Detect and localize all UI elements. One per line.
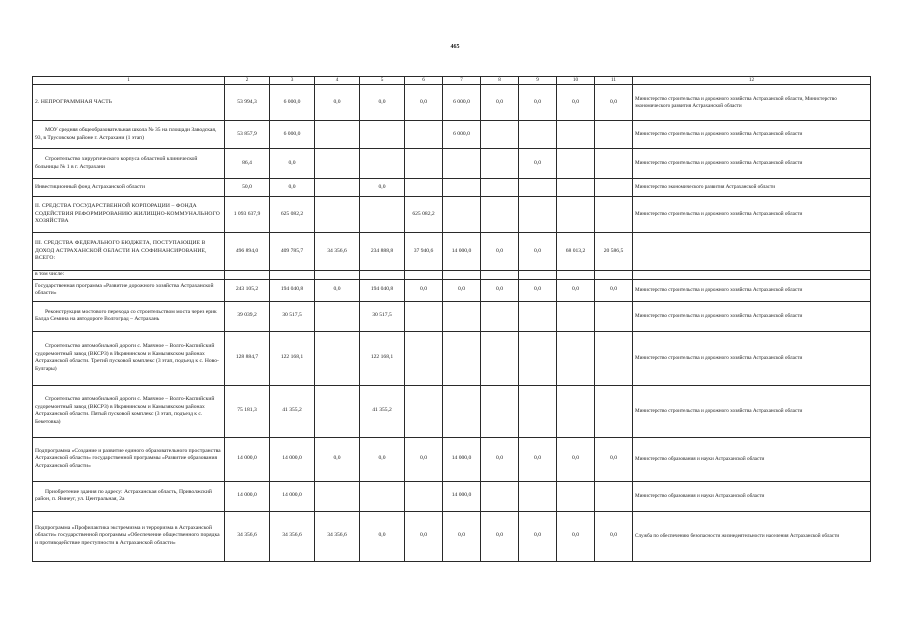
value-cell	[270, 271, 315, 280]
value-cell: 0,0	[315, 279, 360, 301]
value-cell	[481, 301, 519, 331]
value-cell: 0,0	[519, 511, 557, 561]
value-cell	[557, 271, 595, 280]
value-cell	[360, 271, 405, 280]
value-cell	[405, 121, 443, 149]
value-cell: 6 000,0	[270, 121, 315, 149]
table-row	[33, 437, 871, 481]
value-cell: 14 000,0	[225, 437, 270, 481]
value-cell: 75 181,3	[225, 385, 270, 437]
value-cell	[315, 481, 360, 511]
value-cell	[481, 149, 519, 179]
responsible-org-cell: Министерство строительства и дорожного хозяйства Астраханской области	[633, 301, 871, 331]
value-cell	[557, 179, 595, 197]
value-cell: 34 356,6	[270, 511, 315, 561]
value-cell	[443, 385, 481, 437]
value-cell	[443, 197, 481, 233]
value-cell	[595, 149, 633, 179]
value-cell: 625 082,2	[270, 197, 315, 233]
value-cell: 30 517,5	[270, 301, 315, 331]
responsible-org-cell: Служба по обеспечению безопасности жизнедеятельности населения Астраханской области	[633, 511, 871, 561]
column-header: 11	[595, 77, 633, 85]
value-cell	[557, 385, 595, 437]
row-name-cell: Подпрограмма «Создание и развитие единого образовательного пространства Астраханской области» государственной программы «Развитие образования Астраханской области»	[33, 437, 225, 481]
value-cell: 6 000,0	[443, 85, 481, 121]
value-cell: 0,0	[405, 279, 443, 301]
value-cell	[481, 179, 519, 197]
value-cell	[481, 385, 519, 437]
value-cell	[481, 121, 519, 149]
value-cell: 34 356,6	[225, 511, 270, 561]
table-row	[33, 481, 871, 511]
value-cell: 0,0	[481, 233, 519, 271]
value-cell	[405, 271, 443, 280]
column-header: 5	[360, 77, 405, 85]
row-name-cell: Государственная программа «Развитие дорожного хозяйства Астраханской области»	[33, 279, 225, 301]
responsible-org-cell: Министерство строительства и дорожного хозяйства Астраханской области	[633, 121, 871, 149]
value-cell	[557, 301, 595, 331]
value-cell	[595, 481, 633, 511]
value-cell: 14 000,0	[270, 437, 315, 481]
value-cell: 0,0	[519, 85, 557, 121]
table-row	[33, 121, 871, 149]
value-cell	[595, 179, 633, 197]
value-cell: 0,0	[443, 279, 481, 301]
value-cell: 0,0	[557, 437, 595, 481]
value-cell: 14 000,0	[225, 481, 270, 511]
value-cell	[405, 149, 443, 179]
value-cell: 53 994,3	[225, 85, 270, 121]
value-cell: 37 940,6	[405, 233, 443, 271]
value-cell: 0,0	[481, 85, 519, 121]
budget-table	[32, 76, 871, 562]
value-cell: 0,0	[360, 511, 405, 561]
value-cell: 128 884,7	[225, 331, 270, 385]
value-cell	[519, 385, 557, 437]
value-cell	[481, 271, 519, 280]
column-header: 8	[481, 77, 519, 85]
responsible-org-cell: Министерство строительства и дорожного хозяйства Астраханской области	[633, 197, 871, 233]
row-name-cell: Строительство автомобильной дороги с. Маячное – Волго-Каспийский судоремонтный завод (ВКСРЗ) в Икрянинском и Камызякском районах Астраханской области. Пятый пусковой комплекс (3 этап, подъезд к с. Бекетовка)	[33, 385, 225, 437]
value-cell	[405, 385, 443, 437]
value-cell: 194 040,8	[360, 279, 405, 301]
row-name-cell: в том числе:	[33, 271, 225, 280]
value-cell: 14 000,0	[270, 481, 315, 511]
table-row	[33, 197, 871, 233]
value-cell: 41 355,2	[360, 385, 405, 437]
value-cell: 0,0	[360, 437, 405, 481]
value-cell	[443, 149, 481, 179]
value-cell	[557, 481, 595, 511]
value-cell: 0,0	[481, 279, 519, 301]
value-cell: 122 168,1	[360, 331, 405, 385]
value-cell: 0,0	[315, 85, 360, 121]
value-cell	[595, 301, 633, 331]
value-cell: 496 894,0	[225, 233, 270, 271]
value-cell	[519, 121, 557, 149]
value-cell	[405, 331, 443, 385]
row-name-cell: Строительство автомобильной дороги с. Маячное – Волго-Каспийский судоремонтный завод (ВКСРЗ) в Икрянинском и Камызякском районах Астраханской области. Третий пусковой комплекс (3 этап, подъезд к с. Ново-Булгары)	[33, 331, 225, 385]
header-row	[33, 77, 871, 85]
value-cell: 50,0	[225, 179, 270, 197]
value-cell: 0,0	[405, 511, 443, 561]
value-cell	[315, 331, 360, 385]
value-cell	[443, 179, 481, 197]
value-cell	[360, 149, 405, 179]
value-cell: 34 356,6	[315, 233, 360, 271]
row-name-cell: МОУ средняя общеобразовательная школа № 35 на площади Заводская, 93, в Трусовском районе г. Астрахани (1 этап)	[33, 121, 225, 149]
table-row	[33, 331, 871, 385]
value-cell	[405, 301, 443, 331]
responsible-org-cell: Министерство строительства и дорожного хозяйства Астраханской области, Министерство экономического развития Астраханской области	[633, 85, 871, 121]
value-cell	[360, 197, 405, 233]
value-cell	[557, 331, 595, 385]
value-cell: 6 000,0	[443, 121, 481, 149]
row-name-cell: III. СРЕДСТВА ФЕДЕРАЛЬНОГО БЮДЖЕТА, ПОСТУПАЮЩИЕ В ДОХОД АСТРАХАНСКОЙ ОБЛАСТИ НА СОФИНАНСИРОВАНИЕ, ВСЕГО:	[33, 233, 225, 271]
value-cell: 0,0	[595, 511, 633, 561]
row-name-cell: Реконструкция мостового перехода со строительством моста через ерик Балда Семина на автодороге Волгоград – Астрахань	[33, 301, 225, 331]
column-header: 1	[33, 77, 225, 85]
value-cell: 14 000,0	[443, 437, 481, 481]
value-cell: 0,0	[315, 437, 360, 481]
value-cell	[405, 481, 443, 511]
column-header: 3	[270, 77, 315, 85]
value-cell: 0,0	[519, 149, 557, 179]
table-row	[33, 301, 871, 331]
value-cell: 53 857,9	[225, 121, 270, 149]
value-cell	[315, 271, 360, 280]
row-name-cell: 2. НЕПРОГРАММНАЯ ЧАСТЬ	[33, 85, 225, 121]
value-cell: 68 013,2	[557, 233, 595, 271]
table-row	[33, 149, 871, 179]
value-cell: 41 355,2	[270, 385, 315, 437]
value-cell: 0,0	[519, 233, 557, 271]
responsible-org-cell	[633, 271, 871, 280]
column-header: 12	[633, 77, 871, 85]
value-cell: 409 785,7	[270, 233, 315, 271]
row-name-cell: II. СРЕДСТВА ГОСУДАРСТВЕННОЙ КОРПОРАЦИИ – ФОНДА СОДЕЙСТВИЯ РЕФОРМИРОВАНИЮ ЖИЛИЩНО-КОММУНАЛЬНОГО ХОЗЯЙСТВА	[33, 197, 225, 233]
table-row	[33, 179, 871, 197]
value-cell: 0,0	[360, 85, 405, 121]
value-cell	[315, 301, 360, 331]
value-cell: 20 586,5	[595, 233, 633, 271]
value-cell	[595, 197, 633, 233]
responsible-org-cell: Министерство образования и науки Астраханской области	[633, 481, 871, 511]
value-cell: 194 040,8	[270, 279, 315, 301]
responsible-org-cell: Министерство строительства и дорожного хозяйства Астраханской области	[633, 279, 871, 301]
value-cell: 14 000,0	[443, 233, 481, 271]
value-cell	[315, 179, 360, 197]
table-row	[33, 279, 871, 301]
value-cell: 0,0	[360, 179, 405, 197]
value-cell: 122 168,1	[270, 331, 315, 385]
value-cell: 86,4	[225, 149, 270, 179]
value-cell: 0,0	[557, 85, 595, 121]
column-header: 6	[405, 77, 443, 85]
value-cell: 243 105,2	[225, 279, 270, 301]
page-number: 465	[450, 44, 460, 50]
value-cell	[360, 121, 405, 149]
value-cell: 34 356,6	[315, 511, 360, 561]
value-cell	[595, 331, 633, 385]
value-cell: 0,0	[595, 437, 633, 481]
column-header: 4	[315, 77, 360, 85]
value-cell: 1 093 637,9	[225, 197, 270, 233]
column-header: 7	[443, 77, 481, 85]
value-cell	[557, 149, 595, 179]
table-row	[33, 85, 871, 121]
value-cell	[595, 385, 633, 437]
value-cell: 0,0	[519, 279, 557, 301]
value-cell: 0,0	[595, 85, 633, 121]
value-cell: 14 000,0	[443, 481, 481, 511]
value-cell: 0,0	[443, 511, 481, 561]
value-cell	[519, 179, 557, 197]
value-cell	[225, 271, 270, 280]
value-cell: 0,0	[557, 279, 595, 301]
column-header: 10	[557, 77, 595, 85]
value-cell	[519, 197, 557, 233]
responsible-org-cell: Министерство строительства и дорожного хозяйства Астраханской области	[633, 331, 871, 385]
value-cell	[315, 149, 360, 179]
table-row	[33, 271, 871, 280]
value-cell	[481, 197, 519, 233]
value-cell: 6 000,0	[270, 85, 315, 121]
row-name-cell: Строительство хирургического корпуса областной клинической больницы № 1 в г. Астрахани	[33, 149, 225, 179]
value-cell: 0,0	[481, 437, 519, 481]
row-name-cell: Приобретение здания по адресу: Астраханская область, Приволжский район, п. Ямнеуг, ул. Центральная, 2а	[33, 481, 225, 511]
value-cell	[443, 271, 481, 280]
table-row	[33, 233, 871, 271]
value-cell: 0,0	[270, 179, 315, 197]
value-cell	[519, 301, 557, 331]
responsible-org-cell: Министерство образования и науки Астраханской области	[633, 437, 871, 481]
value-cell: 39 039,2	[225, 301, 270, 331]
value-cell	[315, 197, 360, 233]
value-cell	[595, 271, 633, 280]
value-cell	[443, 301, 481, 331]
value-cell	[315, 385, 360, 437]
column-header: 9	[519, 77, 557, 85]
responsible-org-cell: Министерство строительства и дорожного хозяйства Астраханской области	[633, 149, 871, 179]
value-cell: 234 888,8	[360, 233, 405, 271]
value-cell	[443, 331, 481, 385]
value-cell	[557, 121, 595, 149]
value-cell	[405, 179, 443, 197]
value-cell	[360, 481, 405, 511]
column-header: 2	[225, 77, 270, 85]
value-cell: 0,0	[557, 511, 595, 561]
table-row	[33, 385, 871, 437]
value-cell	[519, 271, 557, 280]
value-cell	[519, 331, 557, 385]
responsible-org-cell: Министерство строительства и дорожного хозяйства Астраханской области	[633, 385, 871, 437]
table-row	[33, 511, 871, 561]
value-cell: 30 517,5	[360, 301, 405, 331]
value-cell	[481, 481, 519, 511]
row-name-cell: Инвестиционный фонд Астраханской области	[33, 179, 225, 197]
value-cell: 625 082,2	[405, 197, 443, 233]
value-cell: 0,0	[519, 437, 557, 481]
value-cell: 0,0	[595, 279, 633, 301]
value-cell	[519, 481, 557, 511]
value-cell: 0,0	[405, 437, 443, 481]
value-cell	[481, 331, 519, 385]
value-cell: 0,0	[405, 85, 443, 121]
value-cell: 0,0	[270, 149, 315, 179]
value-cell	[315, 121, 360, 149]
value-cell	[595, 121, 633, 149]
value-cell: 0,0	[481, 511, 519, 561]
row-name-cell: Подпрограмма «Профилактика экстремизма и терроризма в Астраханской области» государственной программы «Обеспечение общественного порядка и противодействие преступности в Астраханской области»	[33, 511, 225, 561]
value-cell	[557, 197, 595, 233]
responsible-org-cell	[633, 233, 871, 271]
responsible-org-cell: Министерство экономического развития Астраханской области	[633, 179, 871, 197]
